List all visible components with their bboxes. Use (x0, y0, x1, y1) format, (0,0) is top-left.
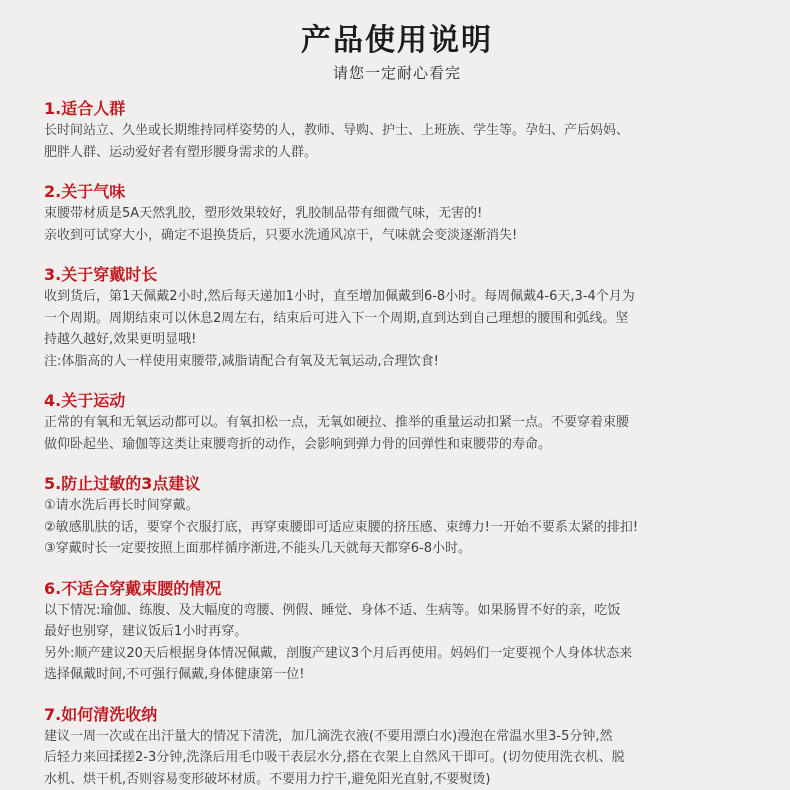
section-text: 以下情况:瑜伽、练腹、及大幅度的弯腰、例假、睡觉、身体不适、生病等。如果肠胃不好的亲，吃饭 最好也别穿，建议饭后1小时再穿。 另外:顺产建议20天后根据身体情况佩戴，剖腹产建议3个月后再使用。妈妈们一定要视个人身体状态来 选择佩戴时间,不可强行佩戴,身体健康第一位! (44, 600, 750, 686)
section-not-suitable (44, 578, 750, 686)
section-smell (44, 181, 750, 246)
section-heading: 1.适合人群 (44, 98, 750, 120)
section-heading: 5.防止过敏的3点建议 (44, 473, 750, 495)
section-text: 建议一周一次或在出汗量大的情况下清洗，加几滴洗衣液(不要用漂白水)漫泡在常温水里3-5分钟,然 后轻力来回揉搓2-3分钟,洗涤后用毛巾吸干表层水分,搭在衣架上自然风干即可。(切勿使用洗衣机、脱 水机、烘干机,否则容易变形破坏材质。不要用力拧干,避免阳光直射,不要熨烫) (44, 726, 750, 790)
section-heading: 7.如何清洗收纳 (44, 704, 750, 726)
section-text: ①请水洗后再长时间穿戴。 ②敏感肌肤的话，要穿个衣服打底，再穿束腰即可适应束腰的挤压感、束缚力!一开始不要系太紧的排扣! ③穿戴时长一定要按照上面那样循序渐进,不能头几天就每天都穿6-8小时。 (44, 495, 750, 560)
section-suitable-people (44, 98, 750, 163)
section-heading: 3.关于穿戴时长 (44, 264, 750, 286)
section-text: 正常的有氧和无氧运动都可以。有氧扣松一点，无氧如硬拉、推举的重量运动扣紧一点。不要穿着束腰 做仰卧起坐、瑜伽等这类让束腰弯折的动作，会影响到弹力骨的回弹性和束腰带的寿命。 (44, 412, 750, 455)
section-heading: 6.不适合穿戴束腰的情况 (44, 578, 750, 600)
section-wear-duration (44, 264, 750, 372)
page-title: 产品使用说明 (44, 0, 750, 60)
section-heading: 4.关于运动 (44, 390, 750, 412)
section-text: 束腰带材质是5A天然乳胶，塑形效果较好，乳胶制品带有细微气味，无害的! 亲收到可试穿大小，确定不退换货后，只要水洗通风凉干，气味就会变淡逐渐消失! (44, 203, 750, 246)
section-exercise (44, 390, 750, 455)
section-allergy-tips (44, 473, 750, 560)
page-subtitle: 请您一定耐心看完 (44, 62, 750, 84)
section-text: 收到货后，第1天佩戴2小时,然后每天递加1小时，直至增加佩戴到6-8小时。每周佩戴4-6天,3-4个月为 一个周期。周期结束可以休息2周左右，结束后可进入下一个周期,直到达到自己理想的腰围和弧线。坚 持越久越好,效果更明显哦! 注:体脂高的人一样使用束腰带,减脂请配合有氧及无氧运动,合理饮食! (44, 286, 750, 372)
section-cleaning (44, 704, 750, 790)
section-text: 长时间站立、久坐或长期维持同样姿势的人，教师、导购、护士、上班族、学生等。孕妇、产后妈妈、 肥胖人群、运动爱好者有塑形腰身需求的人群。 (44, 120, 750, 163)
section-heading: 2.关于气味 (44, 181, 750, 203)
